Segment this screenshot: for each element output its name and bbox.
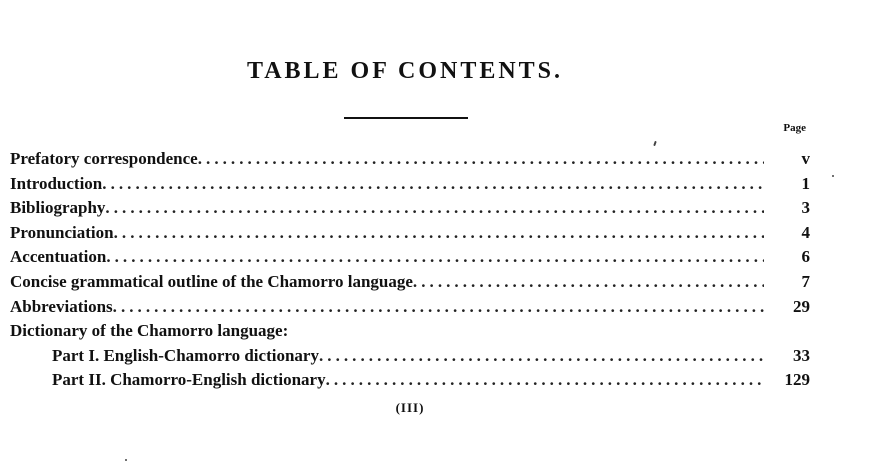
dot-leader: [114, 221, 764, 246]
toc-entry-page: 7: [801, 271, 810, 291]
toc-entry-page: 4: [801, 222, 810, 242]
scan-speck: [653, 141, 657, 146]
scan-speck: [125, 459, 127, 461]
toc-entry-page: 1: [801, 173, 810, 193]
dot-leader: [198, 147, 764, 172]
toc-entry-label: Part II. Chamorro-English dictionary: [52, 370, 326, 390]
toc-entry-label: Pronunciation: [10, 222, 114, 242]
toc-entry-bibliography: [10, 196, 810, 221]
toc-entry-abbreviations: [10, 295, 810, 320]
page-title: TABLE OF CONTENTS.: [246, 58, 564, 84]
toc-entry-accentuation: [10, 245, 810, 270]
title-divider: [344, 117, 468, 119]
dot-leader: [326, 368, 764, 393]
dot-leader: [319, 344, 764, 369]
toc-entry-label: Prefatory correspondence: [10, 149, 198, 168]
scan-speck: [598, 161, 600, 163]
toc-entry-grammar-outline: [10, 270, 810, 295]
page-folio: (III): [395, 400, 425, 415]
dot-leader: [105, 196, 764, 221]
dot-leader: [113, 295, 764, 320]
toc-entry-label: Concise grammatical outline of the Chamorro language: [10, 271, 413, 291]
toc-entry-part-2: [10, 368, 810, 393]
toc-section-heading: [10, 319, 810, 344]
dot-leader: [102, 172, 764, 197]
table-of-contents: [10, 147, 810, 393]
toc-entry-part-1: [10, 344, 810, 369]
dot-leader: [106, 245, 764, 270]
toc-entry-pronunciation: [10, 221, 810, 246]
toc-entry-page: 6: [801, 247, 810, 267]
toc-entry-page: v: [801, 149, 810, 168]
toc-entry-label: Dictionary of the Chamorro language:: [10, 321, 289, 341]
toc-entry-page: 3: [801, 198, 810, 218]
toc-entry-label: Abbreviations: [10, 296, 113, 316]
dot-leader: [413, 270, 764, 295]
toc-entry-label: Introduction: [10, 173, 103, 193]
toc-entry-page: 129: [784, 370, 810, 390]
toc-entry-label: Accentuation: [10, 247, 107, 267]
toc-entry-page: 33: [793, 345, 810, 365]
toc-entry-label: Part I. English-Chamorro dictionary: [52, 345, 319, 365]
page-column-label: Page: [783, 122, 806, 134]
toc-entry-label: Bibliography: [10, 198, 106, 218]
scan-speck: [832, 175, 834, 177]
toc-entry-page: 29: [793, 296, 810, 316]
toc-entry-introduction: [10, 172, 810, 197]
toc-entry-prefatory: [10, 147, 810, 172]
